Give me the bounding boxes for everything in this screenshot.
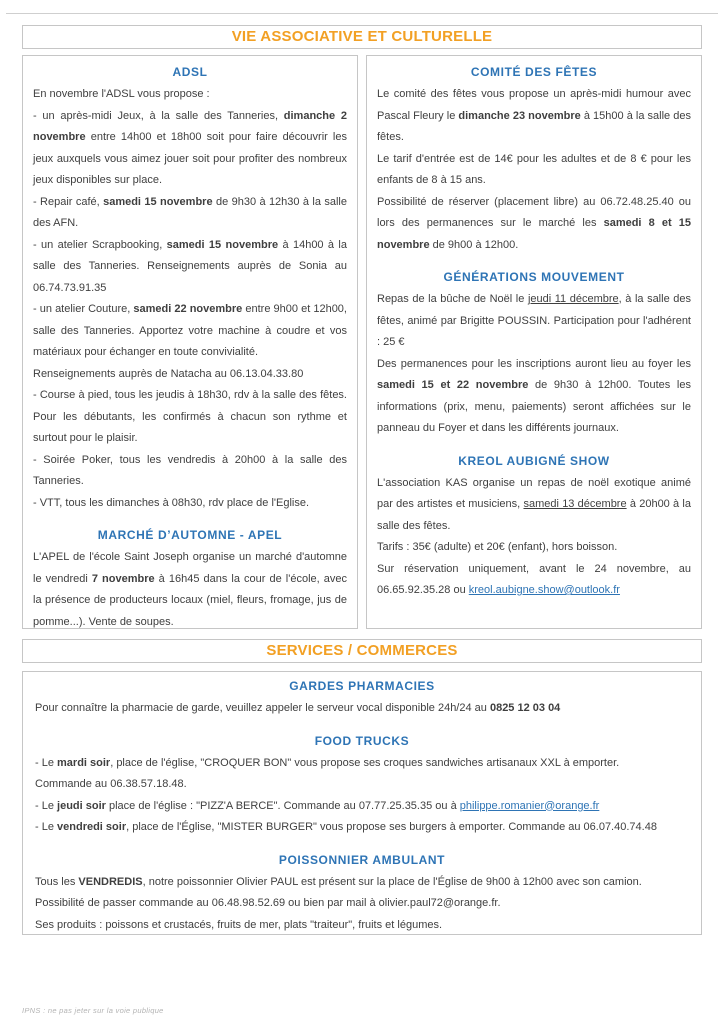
text-run: de 9h30 à 12h30 à la salle des AFN.	[33, 195, 347, 229]
paragraph	[377, 289, 691, 354]
services-content-box	[22, 671, 702, 935]
text-run: - un après-midi Jeux, à la salle des Tanneries,	[33, 109, 284, 122]
text-run: , notre poissonnier Olivier PAUL est présent sur la place de l'Église de 9h00 à 12h00 avec son camion. Possibilité de passer commande au 06.48.98.52.69 ou bien par mail à olivier.paul72@orange.fr.	[35, 875, 642, 909]
right-column-box	[366, 55, 702, 629]
paragraph	[33, 192, 347, 235]
paragraph	[33, 235, 347, 300]
text-run: Renseignements auprès de Natacha au 06.13.04.33.80	[33, 367, 304, 380]
text-run: - Le	[35, 799, 58, 812]
text-run: - Le	[35, 821, 58, 833]
paragraph	[377, 537, 691, 559]
paragraph	[35, 915, 689, 936]
text-run: - VTT, tous les dimanches à 08h30, rdv place de l'Eglise.	[33, 496, 310, 509]
content-section	[377, 270, 691, 440]
text-run: Sur réservation uniquement, avant le 24 novembre, au 06.65.92.35.28 ou	[377, 562, 691, 596]
content-section	[33, 65, 347, 514]
text-run: dimanche 2 novembre	[33, 109, 347, 143]
paragraph	[35, 753, 689, 775]
content-section	[377, 65, 691, 256]
section-title: GÉNÉRATIONS MOUVEMENT	[443, 270, 625, 284]
text-run: samedi 22 novembre	[133, 303, 243, 315]
text-run: Le tarif d'entrée est de 14€ pour les adultes et de 8 € pour les enfants de 8 à 15 ans.	[377, 152, 691, 186]
banner-vie-associative-label: VIE ASSOCIATIVE ET CULTURELLE	[231, 28, 493, 45]
paragraph	[35, 872, 689, 915]
section-title: MARCHÉ D’AUTOMNE - APEL	[97, 528, 283, 542]
text-run: samedi 15 novembre	[103, 195, 213, 208]
content-section	[35, 734, 689, 839]
text-run: à 20h00 à la salle des fêtes.	[377, 498, 691, 532]
text-run: samedi 15 et 22 novembre	[377, 379, 529, 391]
paragraph	[377, 354, 691, 440]
text-run: En novembre l'ADSL vous propose :	[33, 88, 210, 100]
paragraph	[377, 559, 691, 602]
text-run: 0825 12 03 04	[489, 702, 561, 714]
text-run: Des permanences pour les inscriptions auront lieu au foyer les	[377, 357, 691, 370]
text-run: à 14h00 à la salle des Tanneries. Renseignements auprès de Sonia au 06.74.73.91.35	[33, 238, 347, 294]
text-run: samedi 15 novembre	[166, 238, 279, 251]
text-run: Tous les	[35, 875, 79, 888]
banner-services-commerces-label: SERVICES / COMMERCES	[266, 642, 458, 659]
paragraph	[377, 192, 691, 257]
email-link[interactable]: philippe.romanier@orange.fr	[459, 799, 600, 812]
text-run: vendredi soir	[57, 821, 127, 833]
paragraph	[33, 364, 347, 386]
content-section	[377, 454, 691, 602]
text-run: entre 9h00 et 12h00, salle des Tanneries. Apportez votre machine à coudre et vos matériaux pour échanger en toute convivialité.	[33, 303, 347, 358]
text-run: jeudi soir	[57, 799, 106, 812]
text-run: de 9h30 à 12h00. Toutes les informations (prix, menu, paiements) seront affichées sur le panneau du Foyer et dans les différents journaux.	[377, 379, 691, 434]
text-run: mardi soir	[57, 756, 111, 769]
text-run: à 15h00 à la salle des fêtes.	[377, 109, 691, 143]
footer-note: IPNS : ne pas jeter sur la voie publique	[22, 1006, 164, 1015]
text-run: - Repair café,	[33, 195, 104, 208]
text-run: Repas de la bûche de Noël le	[377, 293, 528, 305]
text-run: Le comité des fêtes vous propose un après-midi humour avec Pascal Fleury le	[377, 88, 691, 122]
content-section	[35, 679, 689, 720]
content-section	[35, 853, 689, 936]
email-link[interactable]: kreol.aubigne.show@outlook.fr	[468, 584, 620, 596]
section-title: COMITÉ DES FÊTES	[470, 65, 598, 79]
text-run: - un atelier Scrapbooking,	[33, 238, 167, 251]
text-run: 7 novembre	[91, 572, 155, 585]
text-run: Pour connaître la pharmacie de garde, veuillez appeler le serveur vocal disponible 24h/24 au	[35, 702, 490, 714]
text-run: VENDREDIS	[78, 875, 143, 888]
top-divider	[6, 13, 718, 14]
text-run: entre 14h00 et 18h00 soit pour faire découvrir les jeux auxquels vous aimez jouer soit pour profiter des nombreux jeux disponibles sur place.	[33, 131, 347, 186]
section-title: FOOD TRUCKS	[314, 733, 410, 748]
text-run: de 9h00 à 12h00.	[429, 238, 519, 251]
text-run: Possibilité de réserver (placement libre) au 06.72.48.25.40 ou lors des permanences sur le marché les	[377, 195, 691, 229]
text-run: - un atelier Couture,	[33, 303, 134, 315]
text-run: - Le	[35, 756, 58, 769]
section-title: POISSONNIER AMBULANT	[278, 852, 446, 867]
text-run: Commande au 06.38.57.18.48.	[35, 778, 187, 790]
text-run: samedi 8 et 15 novembre	[377, 217, 691, 251]
section-title: ADSL	[172, 65, 208, 79]
paragraph	[33, 547, 347, 629]
paragraph	[33, 84, 347, 106]
paragraph	[35, 698, 689, 720]
text-run: L'association KAS organise un repas de noël exotique animé par des artistes et musiciens,	[377, 476, 691, 510]
paragraph	[35, 817, 689, 839]
text-run: - Course à pied, tous les jeudis à 18h30, rdv à la salle des fêtes. Pour les débutants, les confirmés à chacun son rythme et surtout pour le plaisir.	[33, 389, 347, 444]
paragraph	[33, 299, 347, 364]
banner-services-commerces	[22, 639, 702, 663]
banner-vie-associative	[22, 25, 702, 49]
paragraph	[33, 106, 347, 192]
paragraph	[377, 473, 691, 538]
paragraph	[35, 796, 689, 818]
text-run: Ses produits : poissons et crustacés, fruits de mer, plats "traiteur", fruits et légumes.	[35, 918, 443, 931]
text-run: , à la salle des fêtes, animé par Brigitte POUSSIN. Participation pour l'adhérent : 25 €	[377, 293, 691, 348]
paragraph	[35, 774, 689, 796]
text-run: place de l'église : "PIZZ'A BERCE". Commande au 07.77.25.35.35 ou à	[105, 799, 460, 812]
left-column-box	[22, 55, 358, 629]
text-run: - Soirée Poker, tous les vendredis à 20h00 à la salle des Tanneries.	[33, 453, 347, 487]
text-run: , place de l'église, "CROQUER BON" vous propose ses croques sandwiches artisanaux XXL à emporter.	[110, 756, 620, 769]
text-run: dimanche 23 novembre	[458, 109, 581, 122]
section-title: KREOL AUBIGNÉ SHOW	[458, 453, 610, 468]
paragraph	[33, 493, 347, 515]
text-run: , place de l'Église, "MISTER BURGER" vous propose ses burgers à emporter. Commande au 06.07.40.74.48	[126, 821, 657, 833]
paragraph	[377, 84, 691, 149]
paragraph	[33, 450, 347, 493]
two-column-area	[22, 55, 702, 629]
content-section	[33, 528, 347, 629]
text-run: Tarifs : 35€ (adulte) et 20€ (enfant), hors boisson.	[377, 541, 618, 553]
paragraph	[377, 149, 691, 192]
text-run: à 16h45 dans la cour de l'école, avec la présence de producteurs locaux (miel, fleurs, fromage, jus de pomme...). Vente de soupes.	[33, 572, 347, 628]
text-run: L'APEL de l'école Saint Joseph organise un marché d'automne le vendredi	[33, 551, 347, 585]
text-run: jeudi 11 décembre	[527, 293, 619, 305]
paragraph	[33, 385, 347, 450]
section-title: GARDES PHARMACIES	[289, 679, 435, 693]
text-run: samedi 13 décembre	[523, 498, 627, 510]
